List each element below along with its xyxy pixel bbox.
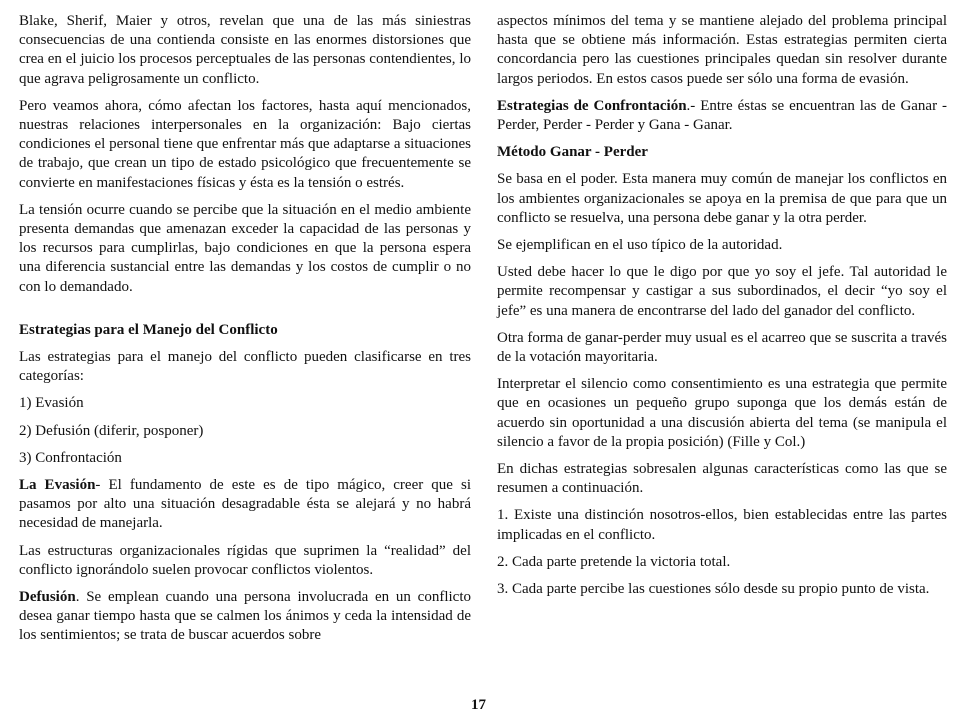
paragraph: Otra forma de ganar-perder muy usual es el acarreo que se suscrita a través de la votación mayoritaria. bbox=[497, 329, 947, 366]
list-item: 1) Evasión bbox=[19, 395, 84, 412]
list-item: 2. Cada parte pretende la victoria total. bbox=[497, 553, 731, 570]
paragraph: Se basa en el poder. Esta manera muy común de manejar los conflictos en los ambientes organizacionales se apoya en la premisa de que para que un conflicto se resuelva, una persona debe ganar y la otra perder. bbox=[497, 171, 947, 226]
paragraph: aspectos mínimos del tema y se mantiene alejado del problema principal hasta que se obtiene más información. Estas estrategias permiten cierta concordancia pero las cuestiones principales quedan sin resolver durante largos periodos. En estos casos puede ser sólo una forma de evasión. bbox=[497, 13, 947, 87]
section-heading: Método Ganar - Perder bbox=[497, 144, 648, 161]
left-column bbox=[19, 12, 471, 654]
paragraph bbox=[19, 476, 471, 534]
term-confrontacion: Estrategias de Confrontación bbox=[497, 97, 687, 114]
term-text: - El fundamento de este es de tipo mágico, creer que si pasamos por alto una situación desagradable ésta se alejará y no habrá necesidad de manejarla. bbox=[19, 477, 472, 532]
page-number: 17 bbox=[471, 697, 486, 713]
paragraph: Se ejemplifican en el uso típico de la autoridad. bbox=[497, 237, 783, 254]
list-item: 3) Confrontación bbox=[19, 449, 122, 466]
paragraph: Interpretar el silencio como consentimiento es una estrategia que permite que en ocasiones un pequeño grupo suponga que los demás están de acuerdo sin oportunidad a una discusión abierta del tema (se manipula el silencio a favor de la propia posición) (Fille y Col.) bbox=[497, 376, 947, 450]
paragraph bbox=[497, 97, 947, 135]
list-item: 3. Cada parte percibe las cuestiones sólo desde su propio punto de vista. bbox=[497, 581, 930, 598]
section-heading: Estrategias para el Manejo del Conflicto bbox=[19, 321, 278, 338]
paragraph: Blake, Sherif, Maier y otros, revelan que una de las más siniestras consecuencias de una contienda consiste en las enormes distorsiones que crea en el juicio los procesos perceptuales de las personas contendientes, lo que agrava peligrosamente un conflicto. bbox=[19, 13, 471, 87]
list-item: 2) Defusión (diferir, posponer) bbox=[19, 422, 204, 439]
paragraph: La tensión ocurre cuando se percibe que la situación en el medio ambiente presenta demandas que amenazan exceder la capacidad de las personas y los recursos para cumplirlas, bajo condiciones en que la persona espera una diferencia sustancial entre las demandas y los costos de cumplir o no con lo demandado. bbox=[19, 201, 471, 295]
right-column bbox=[497, 12, 947, 607]
paragraph: Usted debe hacer lo que le digo por que yo soy el jefe. Tal autoridad le permite recompensar y castigar a sus subordinados, el decir “yo soy el jefe” es una manera de encontrarse del lado del ganador del conflicto. bbox=[497, 264, 947, 319]
paragraph: Las estructuras organizacionales rígidas que suprimen la “realidad” del conflicto ignorándolo suelen provocar conflictos violentos. bbox=[19, 542, 471, 578]
term-text: .- Entre éstas se encuentran las de Ganar - Perder, Perder - Perder y Gana - Ganar. bbox=[497, 97, 947, 134]
paragraph bbox=[19, 588, 471, 646]
list-item: 1. Existe una distinción nosotros-ellos, bien establecidas entre las partes implicadas en el conflicto. bbox=[497, 507, 947, 543]
paragraph: Las estrategias para el manejo del conflicto pueden clasificarse en tres categorías: bbox=[19, 349, 471, 385]
paragraph: En dichas estrategias sobresalen algunas características como las que se resumen a continuación. bbox=[497, 461, 947, 497]
paragraph: Pero veamos ahora, cómo afectan los factores, hasta aquí mencionados, nuestras relaciones interpersonales en la organización: Bajo ciertas condiciones el personal tiene que enfrentar más que adaptarse a situaciones de trabajo, que crean un tipo de estado psicológico que frecuentemente se convierte en manifestaciones físicas y ésta es la tensión o estrés. bbox=[19, 97, 471, 191]
term-text: . Se emplean cuando una persona involucrada en un conflicto desea ganar tiempo hasta que se calmen los ánimos y ceda la intensidad de los sentimientos; se trata de buscar acuerdos sobre bbox=[19, 589, 471, 644]
term-defusion: Defusión bbox=[19, 589, 76, 606]
term-evasion: La Evasión bbox=[19, 477, 96, 494]
